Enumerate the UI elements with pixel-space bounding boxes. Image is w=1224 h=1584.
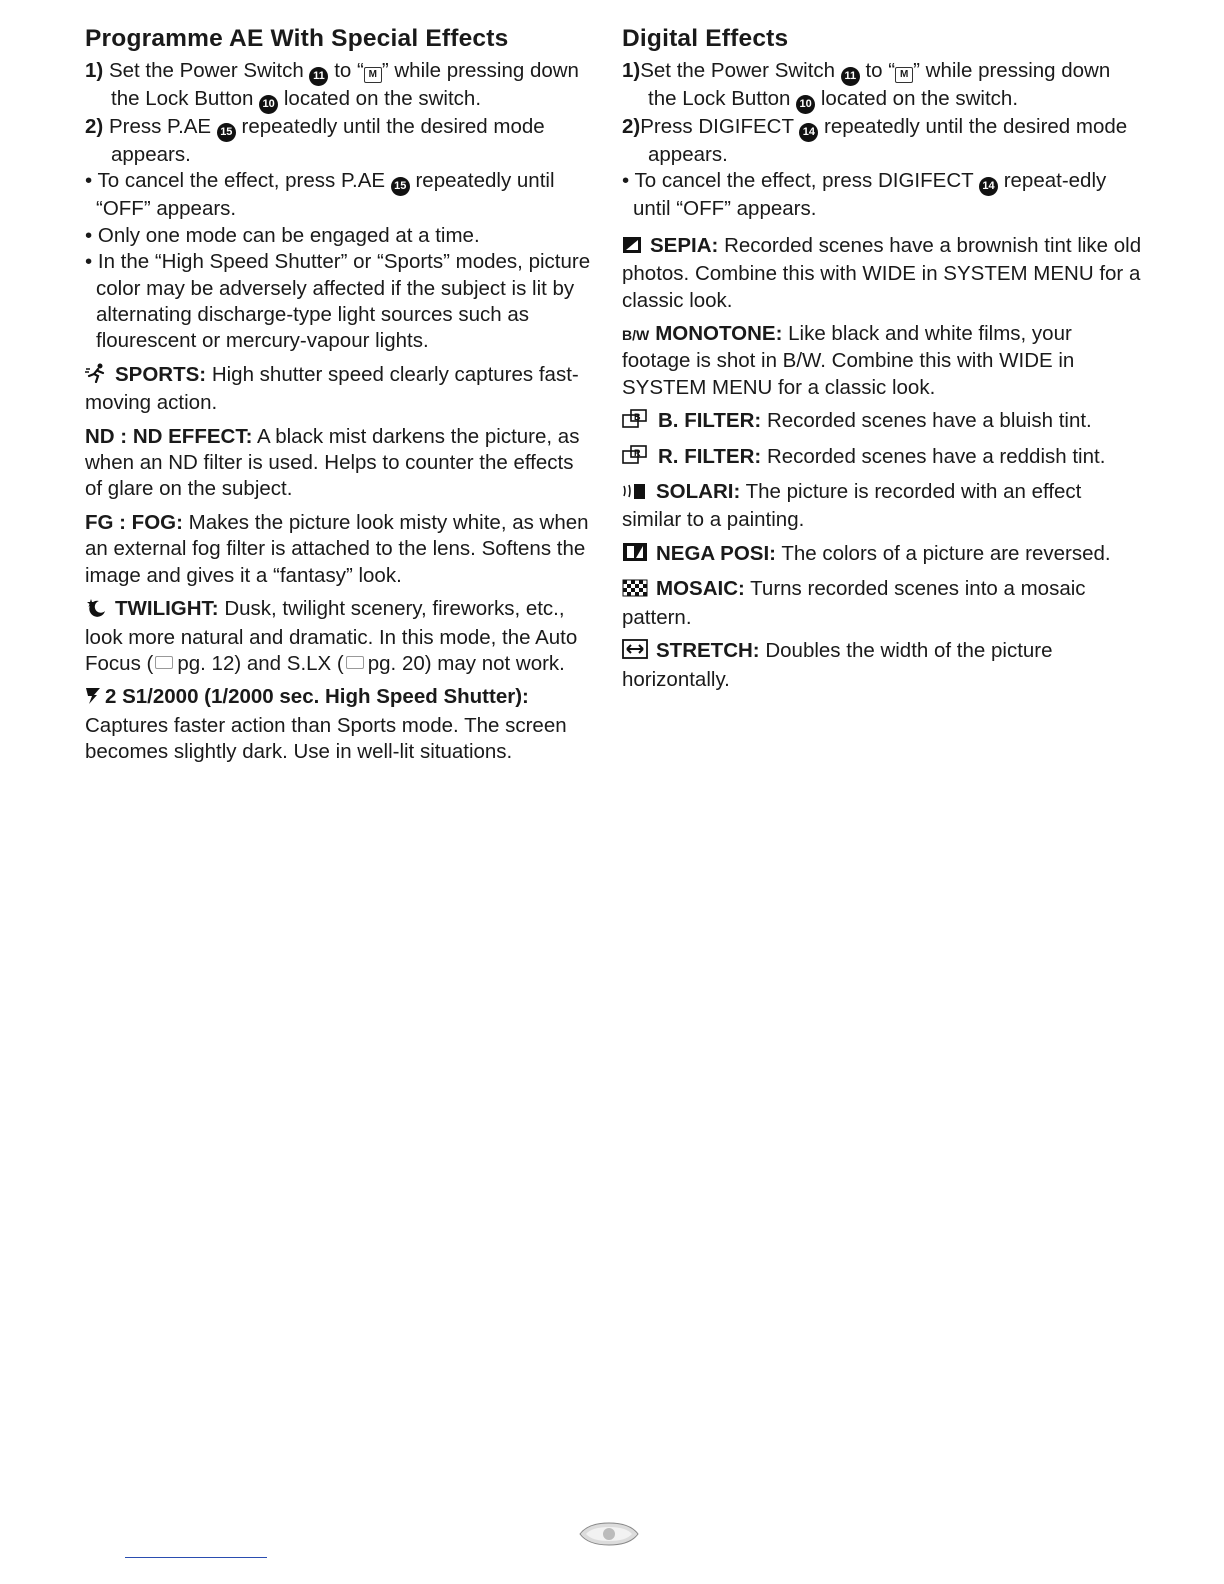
page-reference-icon <box>155 656 173 669</box>
entry-sports: SPORTS: High shutter speed clearly captures fast-moving action. <box>85 362 579 415</box>
entry-twilight: TWILIGHT: Dusk, twilight scenery, fireworks, etc., look more natural and dramatic. In this mode, the Auto Focus ( pg. 12) and S.LX ( pg. 20) may not work. <box>85 597 578 675</box>
digifect-button-callout-icon: 14 <box>979 177 998 196</box>
nega-posi-icon <box>622 542 648 569</box>
entry-r-filter: R R. FILTER: Recorded scenes have a reddish tint. <box>622 444 1142 472</box>
lock-button-callout-icon: 10 <box>796 95 815 114</box>
step-1: 1) Set the Power Switch 11 to “ M ” while pressing down the Lock Button 10 located on the switch. <box>85 58 595 114</box>
pae-button-callout-icon: 15 <box>391 177 410 196</box>
page-reference-icon <box>346 656 364 669</box>
step-1: 1)Set the Power Switch 11 to “ M ” while pressing down the Lock Button 10 located on the switch. <box>622 58 1142 114</box>
entry-sepia: SEPIA: Recorded scenes have a brownish tint like old photos. Combine this with WIDE in SYSTEM MENU for a classic look. <box>622 233 1142 312</box>
sports-runner-icon <box>85 363 107 390</box>
entry-nd-effect: ND : ND EFFECT: A black mist darkens the picture, as when an ND filter is used. Helps to counter the effects of glare on the subject. <box>85 424 580 501</box>
footer-line <box>125 1557 267 1558</box>
twilight-moon-icon <box>85 597 107 624</box>
right-column <box>622 22 1142 693</box>
sepia-icon <box>622 235 642 261</box>
bullet-cancel: • To cancel the effect, press P.AE 15 repeatedly until “OFF” appears. <box>85 169 555 221</box>
manual-mode-icon: M <box>895 67 913 83</box>
manual-mode-icon: M <box>364 67 382 83</box>
entry-solari: SOLARI: The picture is recorded with an effect similar to a painting. <box>622 480 1082 532</box>
section-heading-programme-ae: Programme AE With Special Effects <box>85 25 509 52</box>
entry-b-filter: B B. FILTER: Recorded scenes have a bluish tint. <box>622 408 1142 436</box>
entry-mosaic: MOSAIC: Turns recorded scenes into a mosaic pattern. <box>622 577 1086 629</box>
svg-text:B: B <box>634 412 641 423</box>
power-switch-callout-icon: 11 <box>309 67 328 86</box>
power-switch-callout-icon: 11 <box>841 67 860 86</box>
entry-monotone: B/W MONOTONE: Like black and white films, your footage is shot in B/W. Combine this with WIDE in SYSTEM MENU for a classic look. <box>622 322 1075 399</box>
step-2: 2)Press DIGIFECT 14 repeatedly until the desired mode appears. <box>622 115 1128 166</box>
pae-button-callout-icon: 15 <box>217 123 236 142</box>
page-number-marker-icon <box>578 1522 640 1546</box>
step-2: 2) Press P.AE 15 repeatedly until the desired mode appears. <box>85 115 545 166</box>
bw-icon: B/W <box>622 327 650 344</box>
stretch-icon <box>622 639 648 666</box>
bullet-high-speed-note: • In the “High Speed Shutter” or “Sports” modes, picture color may be adversely affected if the subject is lit by alternating discharge-type light sources such as flourescent or mercury-vapour lights. <box>85 250 591 353</box>
entry-fog: FG : FOG: Makes the picture look misty white, as when an external fog filter is attached to the lens. Softens the image and gives it a “fantasy” look. <box>85 510 589 587</box>
bullet-cancel: • To cancel the effect, press DIGIFECT 14 repeat-edly until “OFF” appears. <box>622 169 1107 221</box>
shutter-speed-icon <box>85 685 101 712</box>
section-heading-digital-effects: Digital Effects <box>622 25 789 52</box>
lock-button-callout-icon: 10 <box>259 95 278 114</box>
entry-nega-posi: NEGA POSI: The colors of a picture are reversed. <box>622 541 1142 569</box>
entry-stretch: STRETCH: Doubles the width of the picture horizontally. <box>622 639 1053 691</box>
mosaic-icon <box>622 578 648 604</box>
digifect-button-callout-icon: 14 <box>799 123 818 142</box>
svg-text:R: R <box>634 447 641 458</box>
b-filter-icon <box>622 409 650 436</box>
entry-high-speed-shutter: 2 S1/2000 (1/2000 sec. High Speed Shutter): Captures faster action than Sports mode. The screen becomes slightly dark. Use in well-lit situations. <box>85 685 567 764</box>
r-filter-icon <box>622 445 650 472</box>
left-column <box>85 22 595 766</box>
bullet-one-mode: • Only one mode can be engaged at a time. <box>85 223 480 247</box>
solari-icon <box>622 481 648 507</box>
